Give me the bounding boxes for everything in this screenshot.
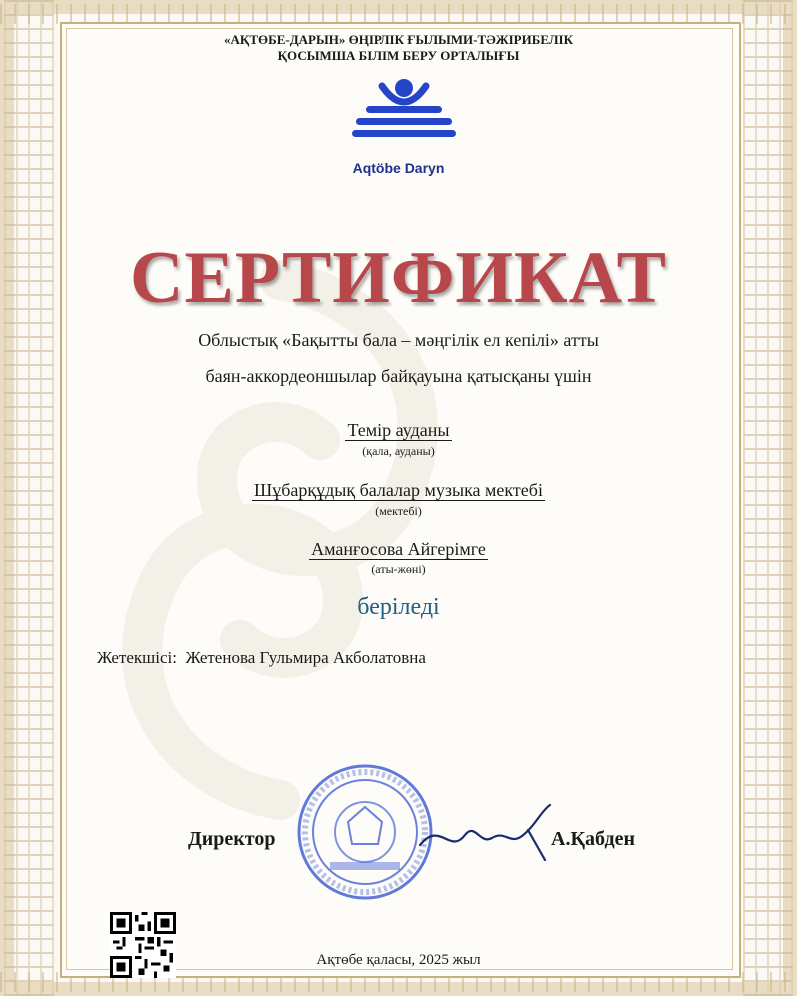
certificate-title: СЕРТИФИКАТ xyxy=(130,237,667,319)
description-line1: Облыстық «Бақытты бала – мәңгілік ел кепілі» атты xyxy=(198,330,599,350)
district-value: Темір ауданы xyxy=(347,420,450,440)
school-hint: (мектебі) xyxy=(375,504,422,518)
recipient-hint: (аты-жөні) xyxy=(371,562,426,576)
aqtobe-daryn-logo-icon xyxy=(352,78,456,148)
border-pattern-top xyxy=(0,4,797,24)
recipient-field xyxy=(0,539,797,560)
leader-name: Жетенова Гульмира Акболатовна xyxy=(185,648,426,667)
city-year: Ақтөбе қаласы, 2025 жыл xyxy=(316,952,481,968)
organization-name xyxy=(0,32,797,64)
district-field xyxy=(0,420,797,441)
director-label: Директор xyxy=(188,828,276,850)
description-line2: баян-аккордеоншылар байқауына қатысқаны үшін xyxy=(205,366,592,386)
leader-label: Жетекшісі: xyxy=(97,648,177,667)
district-hint: (қала, ауданы) xyxy=(362,444,435,458)
organization-line2: ҚОСЫМША БІЛІМ БЕРУ ОРТАЛЫҒЫ xyxy=(277,48,520,63)
signature-icon xyxy=(410,800,560,870)
director-name: А.Қабден xyxy=(551,828,635,850)
school-value: Шұбарқұдық балалар музыка мектебі xyxy=(254,480,543,500)
school-field xyxy=(0,480,797,501)
given-text: беріледі xyxy=(357,594,440,620)
organization-line1: «АҚТӨБЕ-ДАРЫН» ӨҢІРЛІК ҒЫЛЫМИ-ТӘЖІРИБЕЛІК xyxy=(224,32,573,47)
leader-line xyxy=(97,648,426,668)
recipient-value: Аманғосова Айгерімге xyxy=(311,539,486,559)
logo-text: Aqtöbe Daryn xyxy=(352,160,445,176)
